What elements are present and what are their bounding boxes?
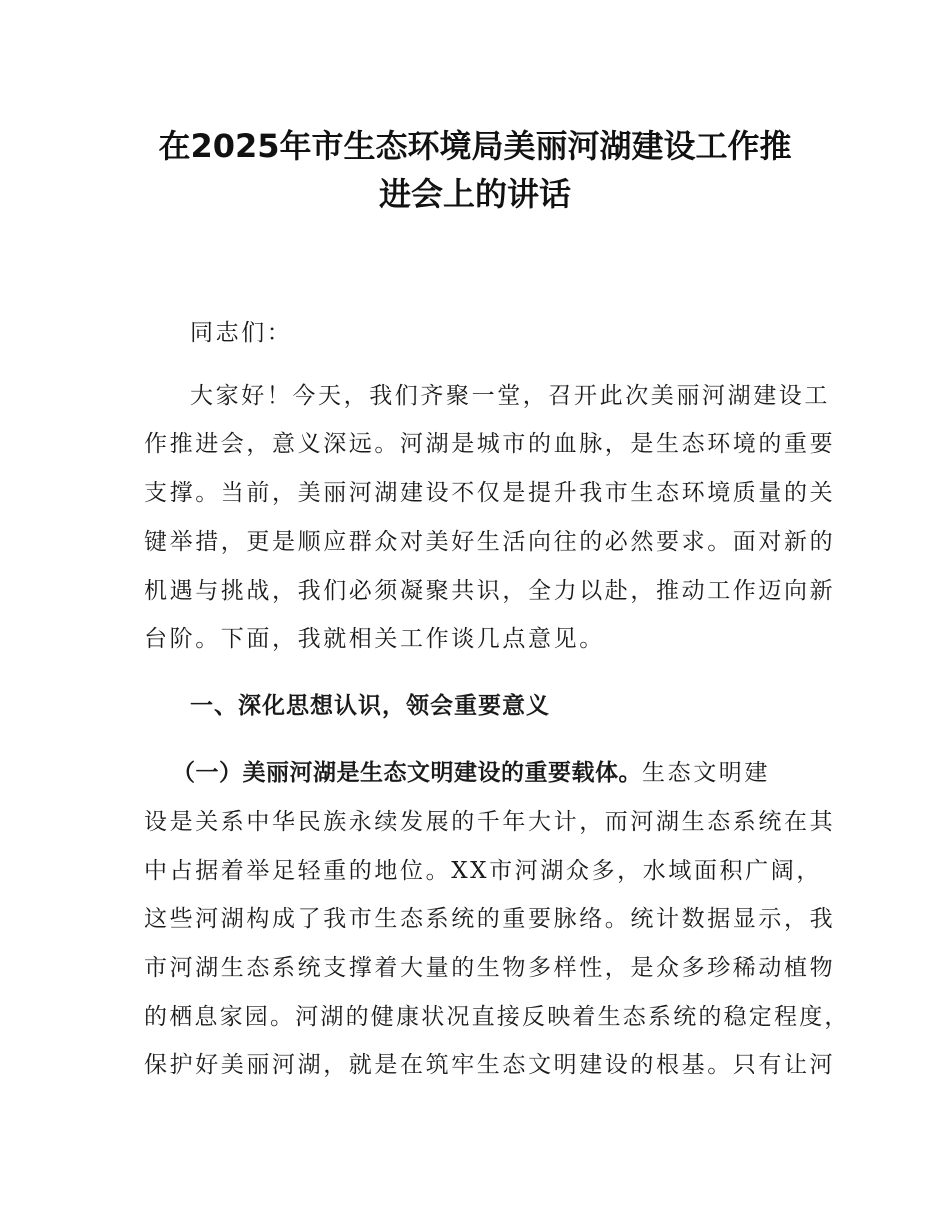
paragraph-line: 台阶。下面，我就相关工作谈几点意见。 [144,626,605,652]
subsection-first-line [172,754,770,787]
paragraph-line: 键举措，更是顺应群众对美好生活向往的必然要求。面对新的 [144,529,836,555]
salutation: 同志们： [190,320,293,346]
document-title-line-2: 进会上的讲话 [378,175,571,213]
paragraph-line: 大家好！今天，我们齐聚一堂，召开此次美丽河湖建设工 [190,383,830,409]
paragraph-line: 的栖息家园。河湖的健康状况直接反映着生态系统的稳定程度， [144,1004,850,1030]
subsection-heading: （一）美丽河湖是生态文明建设的重要载体。 [172,760,642,786]
paragraph-line: 作推进会，意义深远。河湖是城市的血脉，是生态环境的重要 [144,431,836,457]
paragraph-line: 保护好美丽河湖，就是在筑牢生态文明建设的根基。只有让河 [144,1052,836,1078]
paragraph-line: 市河湖生态系统支撑着大量的生物多样性，是众多珍稀动植物 [144,955,836,981]
paragraph-line: 这些河湖构成了我市生态系统的重要脉络。统计数据显示，我 [144,906,836,932]
paragraph-line: 支撑。当前，美丽河湖建设不仅是提升我市生态环境质量的关 [144,480,836,506]
document-title-line-1: 在2025年市生态环境局美丽河湖建设工作推 [158,127,792,165]
paragraph-line: 机遇与挑战，我们必须凝聚共识，全力以赴，推动工作迈向新 [144,578,836,604]
section-heading: 一、深化思想认识，领会重要意义 [190,693,550,719]
paragraph-line: 中占据着举足轻重的地位。XX市河湖众多，水域面积广阔， [144,858,822,884]
paragraph-text: 生态文明建 [642,760,770,786]
paragraph-line: 设是关系中华民族永续发展的千年大计，而河湖生态系统在其 [144,809,836,835]
